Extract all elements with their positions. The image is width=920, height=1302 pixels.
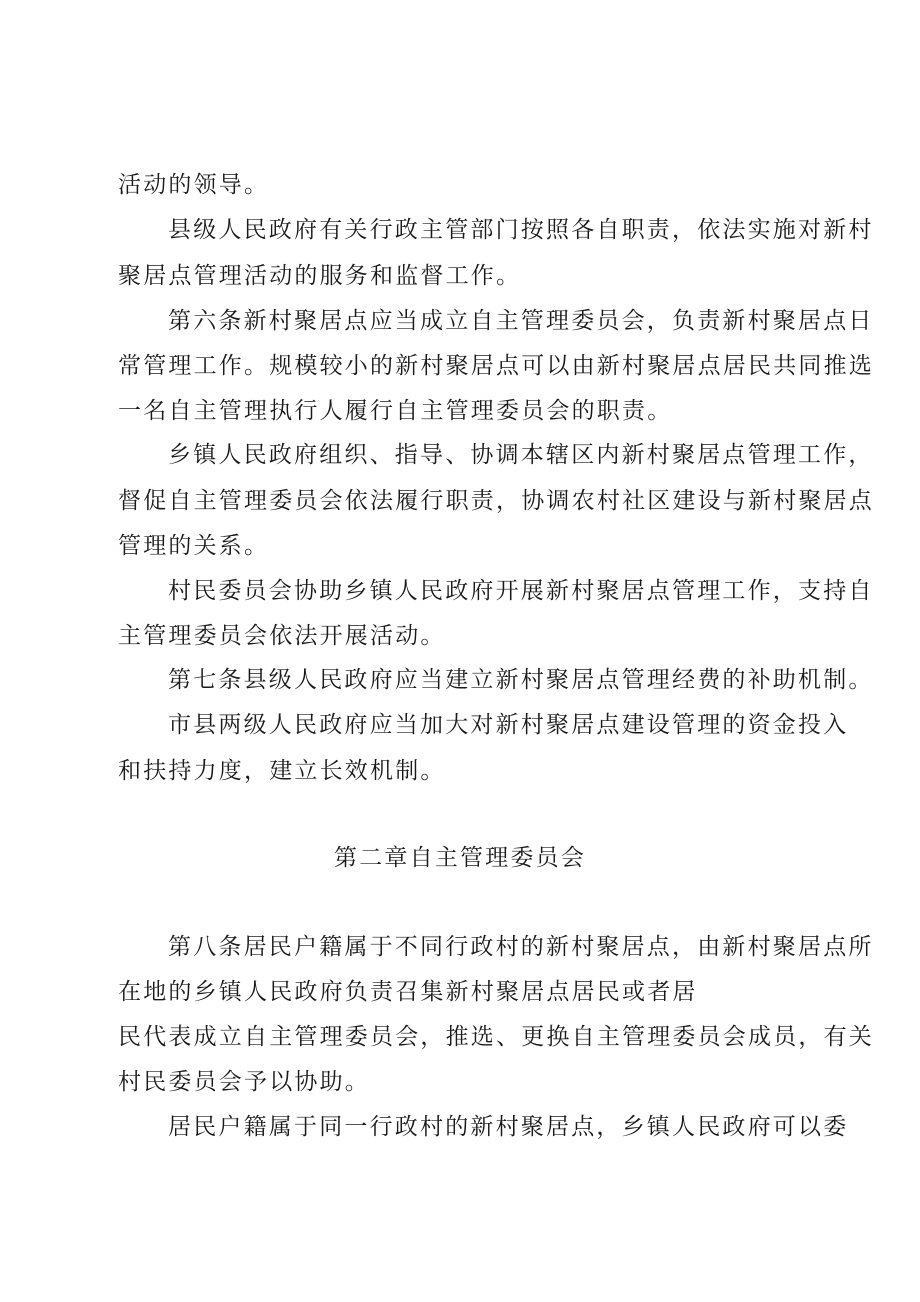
text-line: 第八条居民户籍属于不同行政村的新村聚居点，由新村聚居点所 xyxy=(168,934,874,960)
text-line: 第六条新村聚居点应当成立自主管理委员会，负责新村聚居点日 xyxy=(168,308,874,334)
chapter-heading: 第二章自主管理委员会 xyxy=(334,845,586,871)
text-line: 一名自主管理执行人履行自主管理委员会的职责。 xyxy=(118,398,673,424)
text-line: 活动的领导。 xyxy=(118,172,270,198)
text-line: 和扶持力度，建立长效机制。 xyxy=(118,758,446,784)
text-line: 乡镇人民政府组织、指导、协调本辖区内新村聚居点管理工作， xyxy=(168,442,874,468)
text-line: 督促自主管理委员会依法履行职责，协调农村社区建设与新村聚居点 xyxy=(118,488,874,514)
text-line: 市县两级人民政府应当加大对新村聚居点建设管理的资金投入 xyxy=(168,712,849,738)
text-line: 民代表成立自主管理委员会，推选、更换自主管理委员会成员，有关 xyxy=(118,1024,874,1050)
text-line: 居民户籍属于同一行政村的新村聚居点，乡镇人民政府可以委 xyxy=(168,1114,849,1140)
text-line: 主管理委员会依法开展活动。 xyxy=(118,623,446,649)
text-line: 村民委员会予以协助。 xyxy=(118,1069,370,1095)
text-line: 管理的关系。 xyxy=(118,533,270,559)
text-line: 第七条县级人民政府应当建立新村聚居点管理经费的补助机制。 xyxy=(168,667,874,693)
text-line: 聚居点管理活动的服务和监督工作。 xyxy=(118,263,522,289)
text-line: 村民委员会协助乡镇人民政府开展新村聚居点管理工作，支持自 xyxy=(168,578,874,604)
text-line: 常管理工作。规模较小的新村聚居点可以由新村聚居点居民共同推选 xyxy=(118,353,874,379)
text-line: 在地的乡镇人民政府负责召集新村聚居点居民或者居 xyxy=(118,979,698,1005)
text-line: 县级人民政府有关行政主管部门按照各自职责，依法实施对新村 xyxy=(168,217,874,243)
